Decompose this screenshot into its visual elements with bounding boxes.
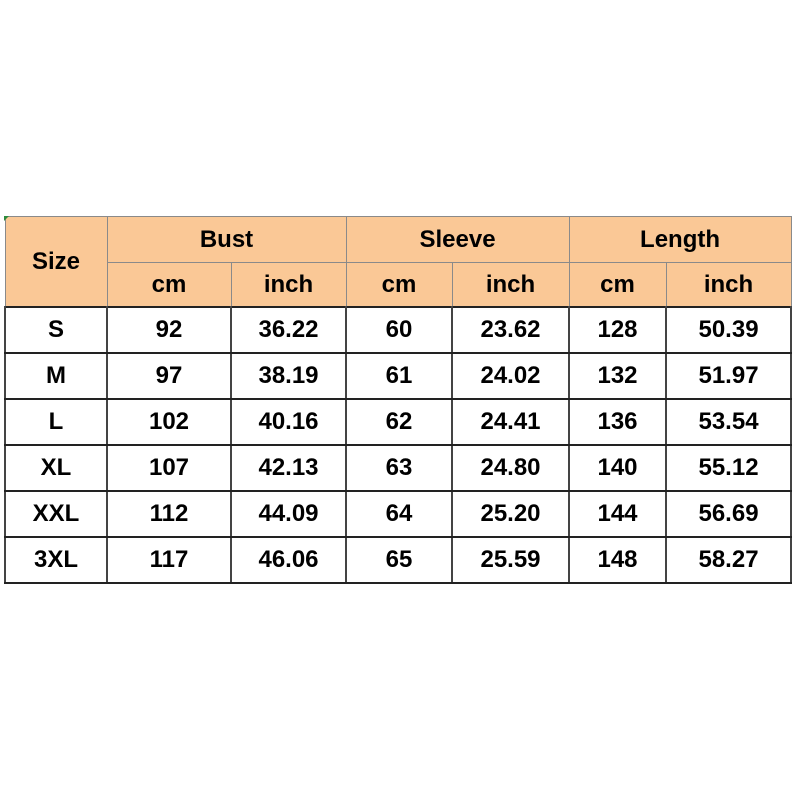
header-bust-cm: cm	[107, 263, 231, 308]
table-row	[5, 491, 791, 537]
sleeve-inch-cell: 25.59	[452, 537, 569, 583]
sleeve-inch-cell: 24.02	[452, 353, 569, 399]
table-row	[5, 445, 791, 491]
header-sleeve-cm: cm	[346, 263, 452, 308]
size-chart	[4, 216, 792, 584]
length-cm-cell: 132	[569, 353, 666, 399]
sleeve-inch-cell: 24.80	[452, 445, 569, 491]
length-cm-cell: 144	[569, 491, 666, 537]
bust-cm-cell: 92	[107, 307, 231, 353]
header-size: Size	[5, 217, 107, 308]
table-row	[5, 307, 791, 353]
table-body	[5, 307, 791, 583]
sleeve-inch-cell: 24.41	[452, 399, 569, 445]
length-cm-cell: 140	[569, 445, 666, 491]
bust-cm-cell: 112	[107, 491, 231, 537]
sleeve-inch-cell: 25.20	[452, 491, 569, 537]
bust-cm-cell: 102	[107, 399, 231, 445]
table-row	[5, 399, 791, 445]
bust-inch-cell: 44.09	[231, 491, 346, 537]
bust-cm-cell: 97	[107, 353, 231, 399]
bust-cm-cell: 117	[107, 537, 231, 583]
length-inch-cell: 58.27	[666, 537, 791, 583]
size-cell: XXL	[5, 491, 107, 537]
sleeve-cm-cell: 62	[346, 399, 452, 445]
bust-cm-cell: 107	[107, 445, 231, 491]
length-cm-cell: 136	[569, 399, 666, 445]
length-inch-cell: 55.12	[666, 445, 791, 491]
bust-inch-cell: 40.16	[231, 399, 346, 445]
bust-inch-cell: 42.13	[231, 445, 346, 491]
length-cm-cell: 128	[569, 307, 666, 353]
size-cell: M	[5, 353, 107, 399]
header-length-cm: cm	[569, 263, 666, 308]
length-cm-cell: 148	[569, 537, 666, 583]
sleeve-cm-cell: 64	[346, 491, 452, 537]
bust-inch-cell: 46.06	[231, 537, 346, 583]
length-inch-cell: 51.97	[666, 353, 791, 399]
bust-inch-cell: 38.19	[231, 353, 346, 399]
header-length: Length	[569, 217, 791, 263]
table-header	[5, 217, 791, 308]
sleeve-cm-cell: 65	[346, 537, 452, 583]
size-table	[4, 216, 792, 584]
length-inch-cell: 56.69	[666, 491, 791, 537]
sleeve-cm-cell: 63	[346, 445, 452, 491]
table-row	[5, 353, 791, 399]
header-sleeve-inch: inch	[452, 263, 569, 308]
header-sleeve: Sleeve	[346, 217, 569, 263]
size-cell: 3XL	[5, 537, 107, 583]
bust-inch-cell: 36.22	[231, 307, 346, 353]
length-inch-cell: 50.39	[666, 307, 791, 353]
cell-corner-marker	[4, 216, 9, 221]
sleeve-cm-cell: 60	[346, 307, 452, 353]
length-inch-cell: 53.54	[666, 399, 791, 445]
sleeve-inch-cell: 23.62	[452, 307, 569, 353]
header-bust: Bust	[107, 217, 346, 263]
header-bust-inch: inch	[231, 263, 346, 308]
size-cell: XL	[5, 445, 107, 491]
header-group-row	[5, 217, 791, 263]
header-unit-row	[5, 263, 791, 308]
sleeve-cm-cell: 61	[346, 353, 452, 399]
size-cell: S	[5, 307, 107, 353]
table-row	[5, 537, 791, 583]
size-cell: L	[5, 399, 107, 445]
header-length-inch: inch	[666, 263, 791, 308]
